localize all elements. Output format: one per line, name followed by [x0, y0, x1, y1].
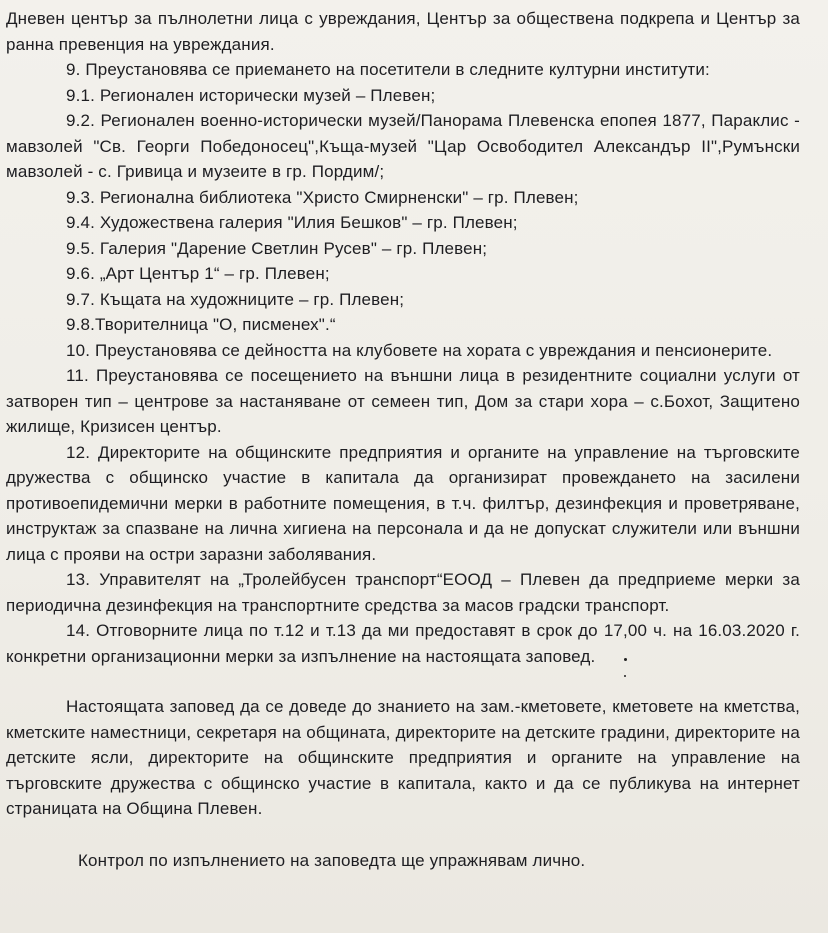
intro-paragraph: Дневен център за пълнолетни лица с увреждания, Център за обществена подкрепа и Център за ранна превенция на увреждания.	[6, 9, 800, 54]
item-9-heading: 9. Преустановява се приемането на посетители в следните културни институти:	[66, 60, 710, 79]
item-9-3: 9.3. Регионална библиотека "Христо Смирненски" – гр. Плевен;	[66, 187, 579, 207]
item-9-7: 9.7. Къщата на художниците – гр. Плевен;	[66, 289, 405, 309]
control-paragraph: Контрол по изпълнението на заповедта ще упражнявам лично.	[78, 850, 586, 870]
item-9-1: 9.1. Регионален исторически музей – Плевен;	[66, 85, 436, 105]
item-10: 10. Преустановява се дейността на клубовете на хората с увреждания и пенсионерите.	[66, 340, 773, 360]
paper-speck	[624, 658, 627, 661]
item-9-6: 9.6. „Арт Център 1“ – гр. Плевен;	[66, 264, 330, 283]
item-11: 11. Преустановява се посещението на външни лица в резидентните социални услуги от затворен тип – центрове за настаняване от семеен тип, Дом за стари хора – с.Бохот, Защитено жилище, Кризисен център.	[6, 366, 800, 436]
notice-paragraph: Настоящата заповед да се доведе до знанието на зам.-кметовете, кметовете на кметства, кметските наместници, секретаря на общината, директорите на детските градини, директорите на детските ясли, директорите на общинските предприятия и органите на управление на търговските дружества с общинско участие в капитала, както и да се публикува на интернет страницата на Община Плевен.	[6, 697, 800, 818]
item-14: 14. Отговорните лица по т.12 и т.13 да ми предоставят в срок до 17,00 ч. на 16.03.2020 г. конкретни организационни мерки за изпълнение на настоящата заповед.	[6, 621, 800, 666]
item-13: 13. Управителят на „Тролейбусен транспорт“ЕООД – Плевен да предприеме мерки за периодична дезинфекция на транспортните средства за масов градски транспорт.	[6, 570, 800, 615]
item-9-2: 9.2. Регионален военно-исторически музей/Панорама Плевенска епопея 1877, Параклис - мавзолей "Св. Георги Победоносец",Къща-музей "Цар Освободител Александър II",Румънски мавзолей - с. Гривица и музеите в гр. Пордим/;	[6, 111, 800, 181]
paper-speck	[624, 675, 626, 677]
item-9-4: 9.4. Художествена галерия "Илия Бешков" – гр. Плевен;	[66, 213, 518, 232]
item-9-8: 9.8.Творителница "О, писменех".“	[66, 315, 336, 334]
item-12: 12. Директорите на общинските предприятия и органите на управление на търговските дружества с общинско участие в капитала да организират провеждането на засилени противоепидемични мерки в работните помещения, в т.ч. филтър, дезинфекция и проветряване, инструктаж за спазване на лична хигиена на персонала и да не допускат служители или външни лица с прояви на остри заразни заболявания.	[6, 442, 800, 564]
item-9-5: 9.5. Галерия "Дарение Светлин Русев" – гр. Плевен;	[66, 238, 488, 258]
document-body	[6, 6, 800, 873]
